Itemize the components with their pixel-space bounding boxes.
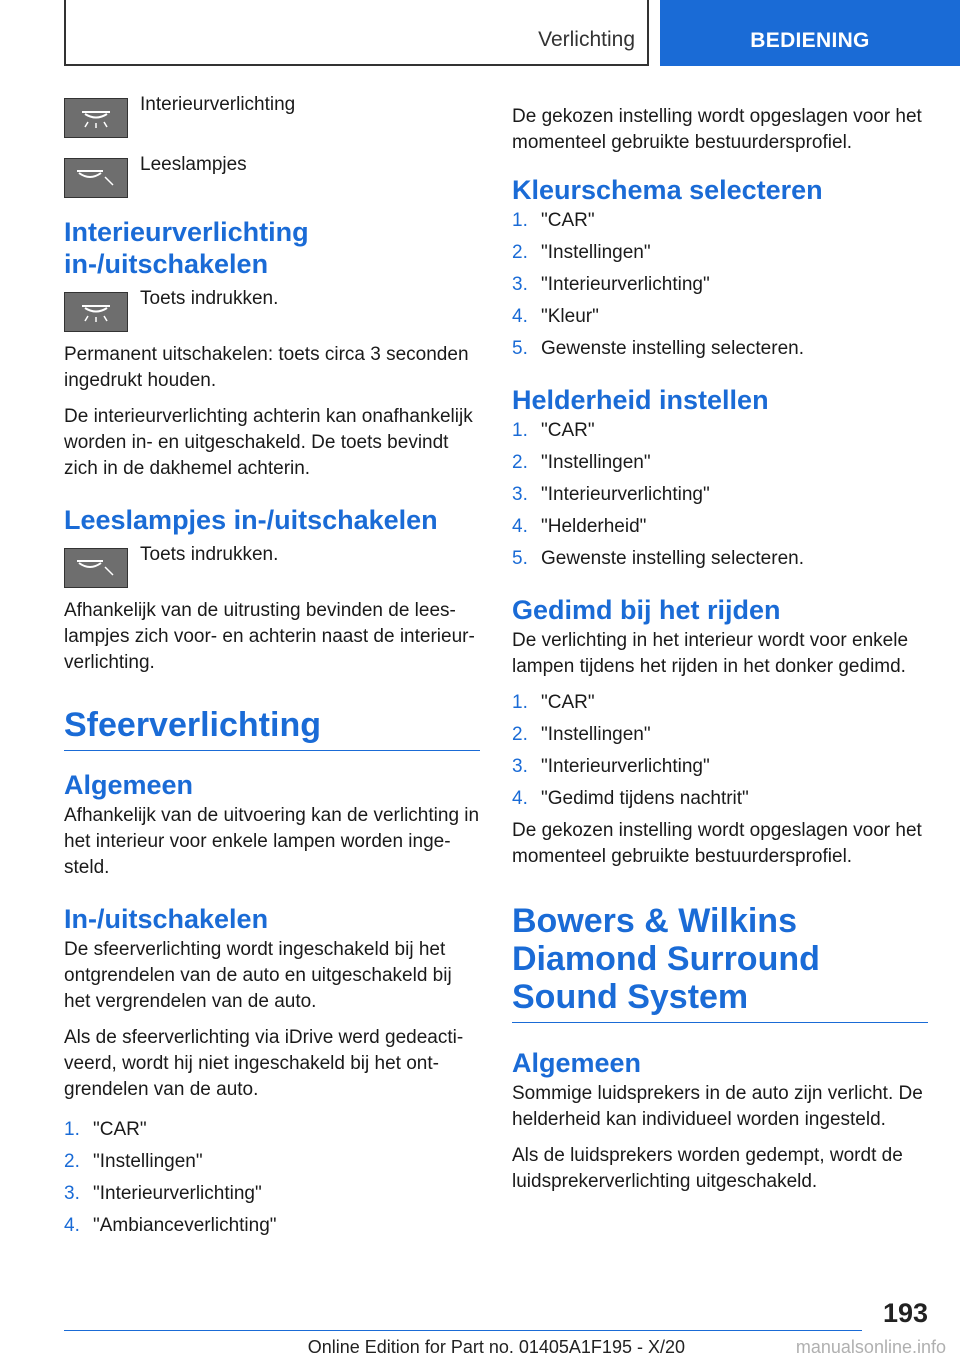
- heading-onoff: In-/uitschakelen: [64, 904, 269, 934]
- list-item: 2. "Instellingen": [64, 1151, 203, 1172]
- general-paragraph: Afhankelijk van de uitvoering kan de verlichting in het interieur voor enkele lampen worden ingesteld.: [64, 805, 480, 878]
- reading-button-row: [64, 538, 480, 578]
- onoff-paragraph-1: De sfeerverlichting wordt ingeschakeld bij het ontgrendelen van de auto en uitgeschakeld bij het vergrendelen van de auto.: [64, 939, 452, 1012]
- list-item: 3. "Interieurverlichting": [512, 484, 710, 505]
- section-title: Verlichting: [538, 28, 635, 51]
- right-column: [512, 100, 928, 1205]
- list-item: 4. "Kleur": [512, 306, 599, 327]
- dimmed-paragraph-2: De gekozen instelling wordt opgeslagen voor het momenteel gebruikte bestuurdersprofiel.: [512, 820, 922, 867]
- reading-light-label: Leeslampjes: [140, 154, 247, 175]
- heading-general: Algemeen: [64, 770, 194, 800]
- list-item: 3. "Interieurverlichting": [512, 274, 710, 295]
- list-item: 2. "Instellingen": [512, 724, 651, 745]
- page-header: [64, 0, 960, 66]
- heading-bw-general: Algemeen: [512, 1048, 642, 1078]
- list-item: 3. "Interieurverlichting": [64, 1183, 262, 1204]
- list-item: 2. "Instellingen": [512, 452, 651, 473]
- bw-paragraph-2: Als de luidsprekers worden gedempt, wordt de luidsprekerverlichting uitgeschakeld.: [512, 1145, 903, 1192]
- reading-light-icon: [64, 548, 128, 588]
- brightness-steps-list: [512, 418, 928, 572]
- interior-light-icon-row: [64, 88, 480, 128]
- page-number: 193: [882, 1298, 928, 1328]
- list-item: 4. "Gedimd tijdens nachtrit": [512, 788, 749, 809]
- list-item: 1. "CAR": [512, 420, 595, 441]
- list-item: 1. "CAR": [64, 1119, 147, 1140]
- interior-light-label: Interieurverlichting: [140, 94, 296, 115]
- list-item: 4. "Helderheid": [512, 516, 647, 537]
- interior-light-icon: [64, 292, 128, 332]
- section-tab: [64, 0, 649, 66]
- list-item: 4. "Ambianceverlichting": [64, 1215, 277, 1236]
- list-item: 2. "Instellingen": [512, 242, 651, 263]
- heading-ambient-light: Sfeerverlichting: [64, 706, 480, 751]
- bw-paragraph-1: Sommige luidsprekers in de auto zijn verlicht. De helderheid kan individueel worden ingesteld.: [512, 1083, 923, 1130]
- interior-paragraph-2: De interieurverlichting achterin kan onafhankelijk worden in- en uitgeschakeld. De toets bevindt zich in de dakhemel achterin.: [64, 406, 473, 479]
- interior-button-row: [64, 282, 480, 322]
- reading-button-text: Toets indrukken.: [140, 544, 279, 565]
- reading-light-icon: [64, 158, 128, 198]
- ambient-steps-list: [64, 1117, 480, 1239]
- heading-dimmed: Gedimd bij het rijden: [512, 595, 781, 625]
- color-steps-list: [512, 208, 928, 362]
- footer-edition: Online Edition for Part no. 01405A1F195 - X/20: [307, 1337, 685, 1357]
- list-item: 1. "CAR": [512, 692, 595, 713]
- left-column: [64, 94, 480, 1245]
- dimmed-paragraph: De verlichting in het interieur wordt voor enkele lampen tijdens het rijden in het donker gedimd.: [512, 630, 909, 677]
- chapter-tab: [660, 0, 960, 66]
- list-item: 5. Gewenste instelling selecteren.: [512, 338, 804, 359]
- heading-interior-onoff: Interieurverlichting in-/uitschakelen: [64, 217, 309, 279]
- intro-paragraph: De gekozen instelling wordt opgeslagen voor het momenteel gebruikte bestuurdersprofiel.: [512, 106, 922, 153]
- footer-watermark: manualsonline.info: [795, 1337, 946, 1357]
- dimmed-steps-list: [512, 690, 928, 812]
- list-item: 3. "Interieurverlichting": [512, 756, 710, 777]
- reading-light-icon-row: [64, 148, 480, 188]
- interior-light-icon: [64, 98, 128, 138]
- list-item: 5. Gewenste instelling selecteren.: [512, 548, 804, 569]
- heading-brightness: Helderheid instellen: [512, 385, 769, 415]
- chapter-title: BEDIENING: [750, 29, 870, 52]
- heading-bowers-wilkins: Bowers & Wilkins Diamond Surround Sound System: [512, 902, 928, 1023]
- onoff-paragraph-2: Als de sfeerverlichting via iDrive werd gedeactiveerd, wordt hij niet ingeschakeld bij het ontgrendelen van de auto.: [64, 1027, 464, 1100]
- reading-paragraph: Afhankelijk van de uitrusting bevinden de leeslampjes zich voor- en achterin naast de interieurverlichting.: [64, 600, 475, 673]
- heading-reading-onoff: Leeslampjes in-/uitschakelen: [64, 505, 438, 535]
- list-item: 1. "CAR": [512, 210, 595, 231]
- footer-divider: [64, 1330, 862, 1331]
- interior-button-text: Toets indrukken.: [140, 288, 279, 309]
- interior-paragraph-1: Permanent uitschakelen: toets circa 3 seconden ingedrukt houden.: [64, 344, 469, 391]
- heading-color-scheme: Kleurschema selecteren: [512, 175, 823, 205]
